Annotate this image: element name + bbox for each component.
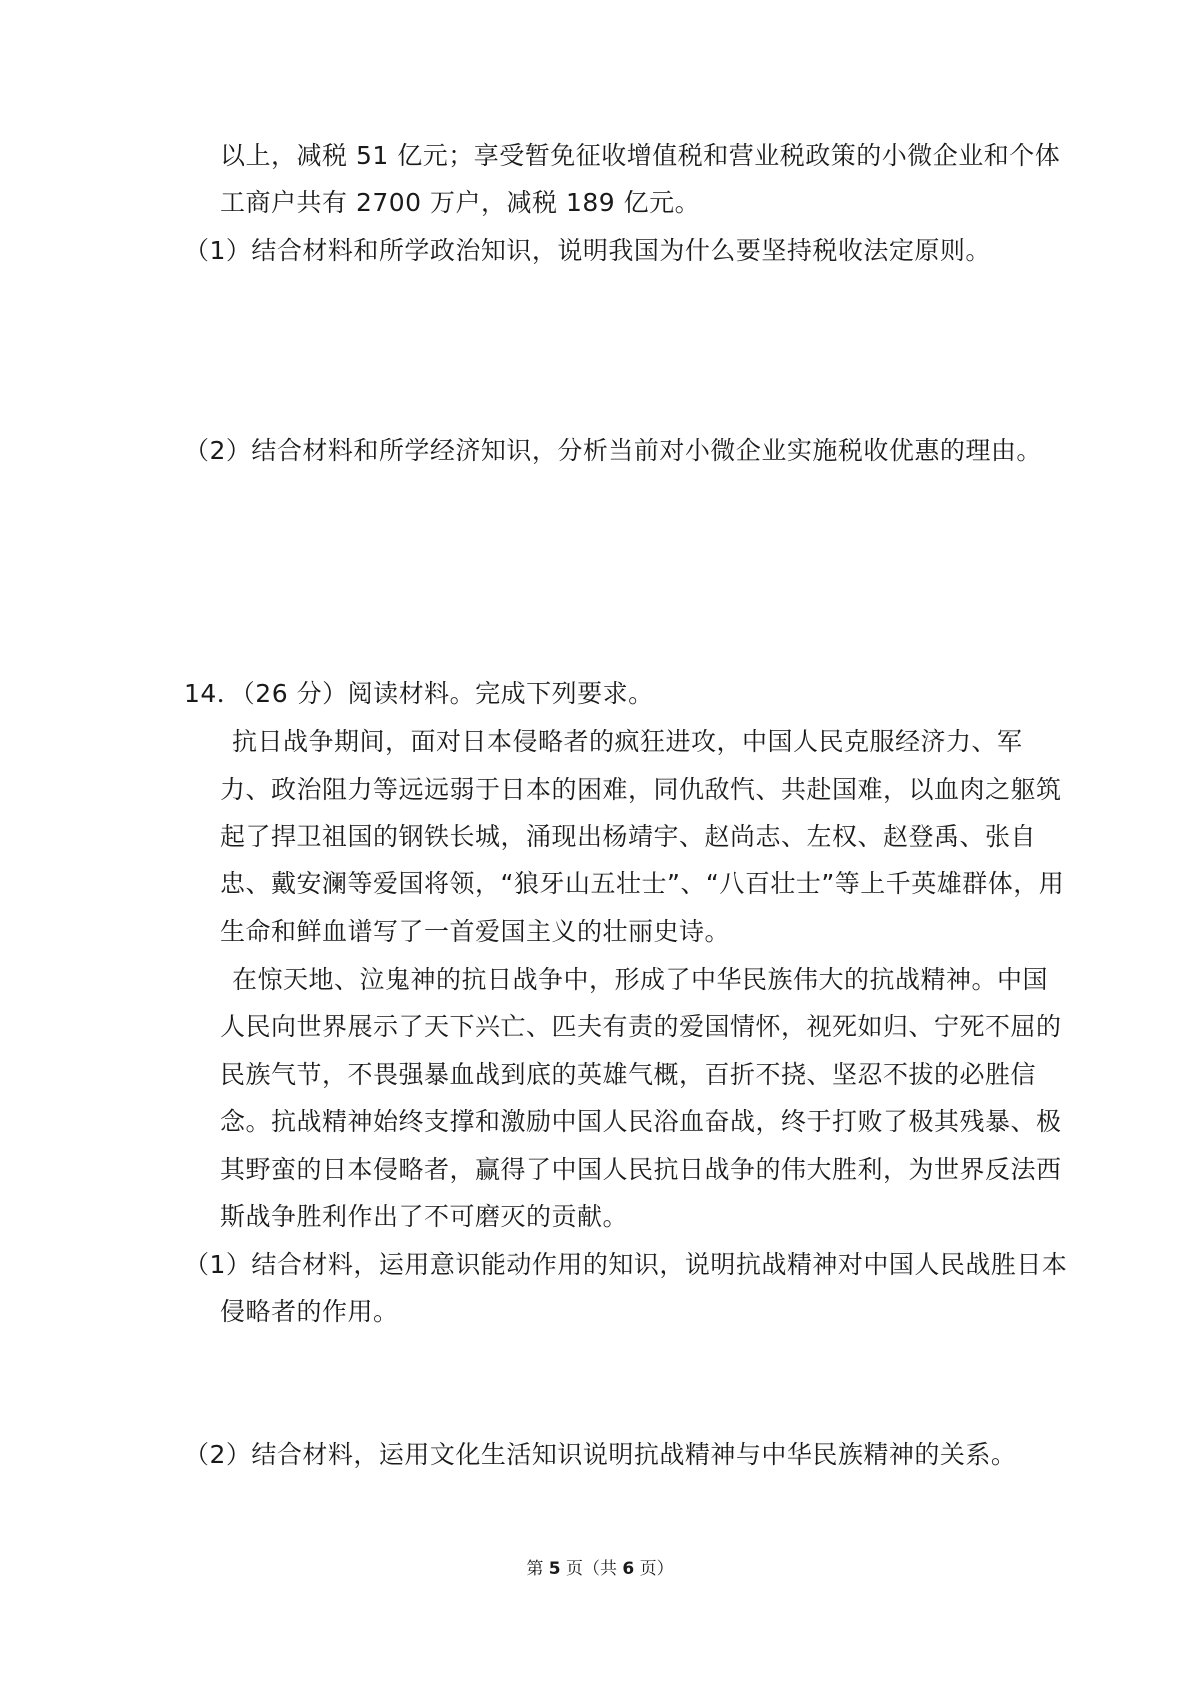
q14-subquestion-1-line-1: （1）结合材料，运用意识能动作用的知识，说明抗战精神对中国人民战胜日本 <box>184 1250 1068 1279</box>
q13-subquestion-2: （2）结合材料和所学经济知识，分析当前对小微企业实施税收优惠的理由。 <box>184 436 1042 465</box>
q14-para2-line-1: 在惊天地、泣鬼神的抗日战争中，形成了中华民族伟大的抗战精神。中国 <box>232 965 1049 994</box>
q14-para1-line-3: 起了捍卫祖国的钢铁长城，涌现出杨靖宇、赵尚志、左权、赵登禹、张自 <box>220 822 1037 851</box>
q14-header: 14．（26 分）阅读材料。完成下列要求。 <box>184 679 654 708</box>
q14-para1-line-1: 抗日战争期间，面对日本侵略者的疯狂进攻，中国人民克服经济力、军 <box>232 727 1023 756</box>
q13-subquestion-1: （1）结合材料和所学政治知识，说明我国为什么要坚持税收法定原则。 <box>184 236 991 265</box>
q14-para2-line-3: 民族气节，不畏强暴血战到底的英雄气概，百折不挠、坚忍不拔的必胜信 <box>220 1060 1037 1089</box>
q14-para2-line-2: 人民向世界展示了天下兴亡、匹夫有责的爱国情怀，视死如归、宁死不屈的 <box>220 1012 1062 1041</box>
q14-para1-line-5: 生命和鲜血谱写了一首爱国主义的壮丽史诗。 <box>220 917 731 946</box>
q14-subquestion-1-line-2: 侵略者的作用。 <box>220 1297 399 1326</box>
footer-total-pages: 6 <box>622 1559 635 1579</box>
q14-para1-line-2: 力、政治阻力等远远弱于日本的困难，同仇敌忾、共赴国难，以血肉之躯筑 <box>220 775 1062 804</box>
footer-page-number: 5 <box>548 1559 561 1579</box>
q14-para2-line-4: 念。抗战精神始终支撑和激励中国人民浴血奋战，终于打败了极其残暴、极 <box>220 1107 1062 1136</box>
q14-subquestion-2: （2）结合材料，运用文化生活知识说明抗战精神与中华民族精神的关系。 <box>184 1440 1017 1469</box>
q14-para2-line-6: 斯战争胜利作出了不可磨灭的贡献。 <box>220 1202 629 1231</box>
q14-para1-line-4: 忠、戴安澜等爱国将领，“狼牙山五壮士”、“八百壮士”等上千英雄群体，用 <box>220 869 1065 898</box>
footer-middle: 页（共 <box>566 1559 617 1579</box>
footer-prefix: 第 <box>526 1559 544 1579</box>
footer-suffix: 页） <box>639 1559 674 1579</box>
q13-material-line-1: 以上，减税 51 亿元；享受暂免征收增值税和营业税政策的小微企业和个体 <box>220 141 1061 170</box>
q13-material-line-2: 工商户共有 2700 万户，减税 189 亿元。 <box>220 188 701 217</box>
q14-para2-line-5: 其野蛮的日本侵略者，赢得了中国人民抗日战争的伟大胜利，为世界反法西 <box>220 1155 1062 1184</box>
page-footer <box>0 1557 1200 1581</box>
